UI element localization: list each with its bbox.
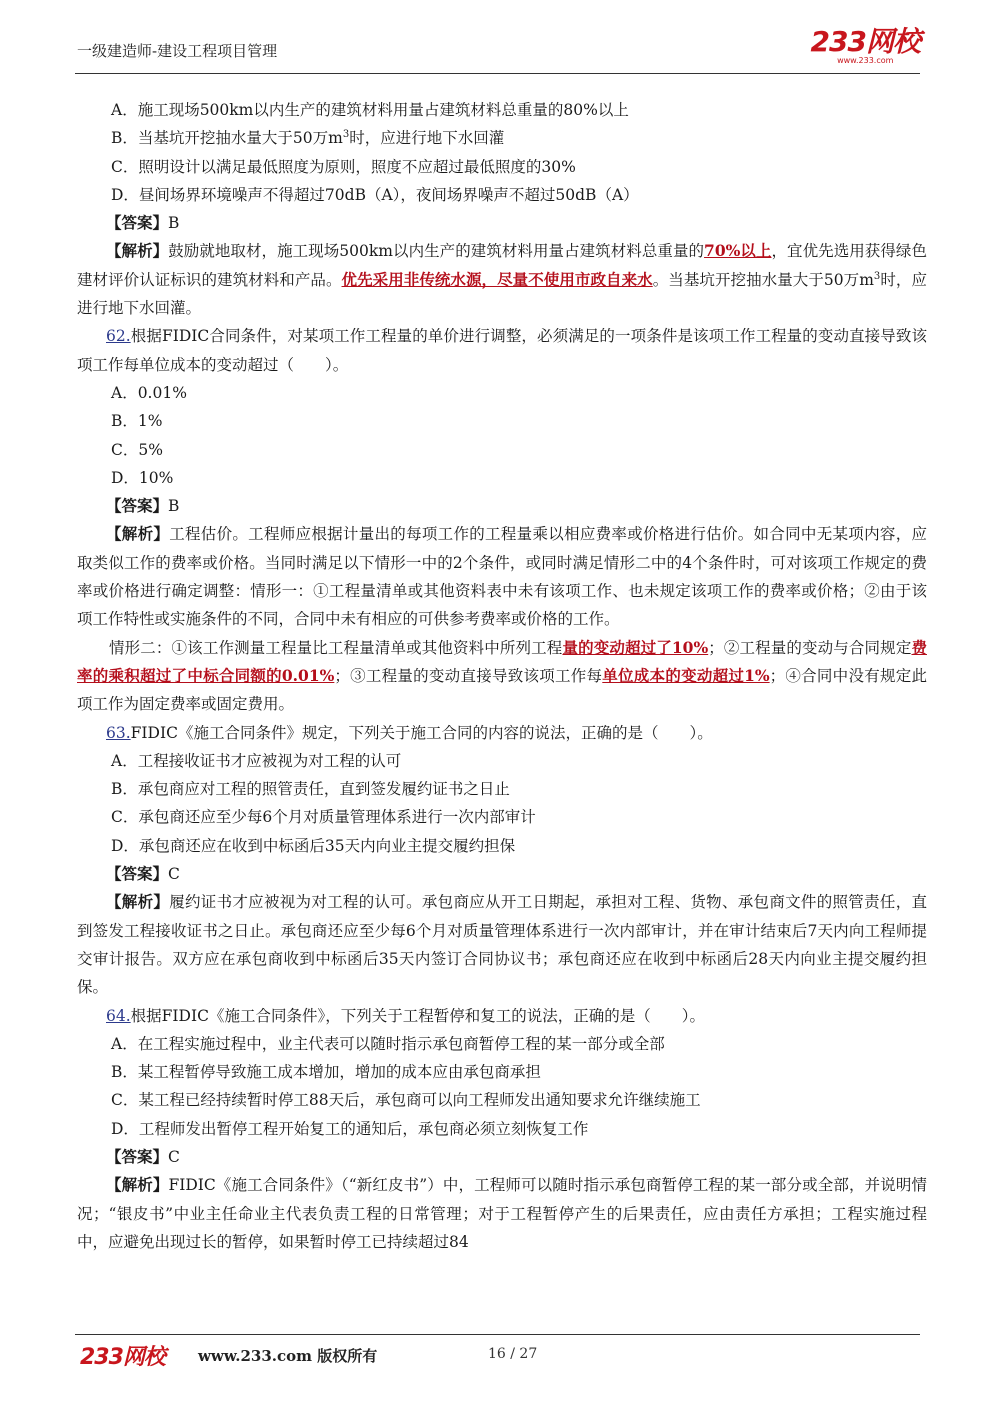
q62-analysis-case-two: 情形二：①该工作测量工程量比工程量清单或其他资料中所列工程量的变动超过了10%；②工程量的变动与合同规定费率的乘积超过了中标合同额的0.01%；③工程量的变动直接导致该项工作每单位成本的变动超过1%；④合同中没有规定此项工作为固定费率或固定费用。 bbox=[77, 637, 927, 714]
q62-analysis: 【解析】工程估价。工程师应根据计量出的每项工作的工程量乘以相应费率或价格进行估价。如合同中无某项内容，应取类似工作的费率或价格。当同时满足以下情形一中的2个条件，或同时满足情形二中的4个条件时，可对该项工作规定的费率或价格进行确定调整：情形一：①工程量清单或其他资料表中未有该项工作、也未规定该项工作的费率或价格；②由于该项工作特性或实施条件的不同，合同中未有相应的可供参考费率或价格的工作。 bbox=[77, 524, 927, 629]
q64-analysis: 【解析】FIDIC《施工合同条件》（“新红皮书”）中，工程师可以随时指示承包商暂停工程的某一部分或全部，并说明情况；“银皮书”中业主任命业主代表负责工程的日常管理；对于工程暂停产生的后果责任，应由责任方承担；工程实施过程中，应避免出现过长的暂停，如果暂时停工已持续超过84 bbox=[77, 1175, 927, 1251]
q61-option-a: A．施工现场500km以内生产的建筑材料用量占建筑材料总重量的80%以上 bbox=[111, 101, 629, 119]
q64-answer: 【答案】C bbox=[106, 1146, 180, 1166]
q62-answer: 【答案】B bbox=[106, 496, 180, 516]
keyword-highlight: 费率的乘积超过了中标合同额的0.01% bbox=[77, 637, 927, 685]
q63-option-c: C．承包商还应至少每6个月对质量管理体系进行一次内部审计 bbox=[111, 808, 536, 827]
keyword-highlight: 量的变动超过了10% bbox=[562, 637, 709, 657]
q64-option-b: B．某工程暂停导致施工成本增加，增加的成本应由承包商承担 bbox=[111, 1063, 541, 1082]
q64-number: 64. bbox=[106, 1006, 131, 1025]
keyword-highlight: 单位成本的变动超过1% bbox=[602, 665, 770, 685]
footer-copyright[interactable]: www.233.com 版权所有 bbox=[198, 1347, 378, 1365]
header-title: 一级建造师-建设工程项目管理 bbox=[77, 42, 278, 60]
q62-option-d: D．10% bbox=[111, 468, 174, 487]
page-number: 16 / 27 bbox=[488, 1346, 538, 1362]
keyword-highlight: 优先采用非传统水源，尽量不使用市政自来水 bbox=[341, 269, 653, 289]
q64-option-d: D．工程师发出暂停工程开始复工的通知后，承包商必须立刻恢复工作 bbox=[111, 1119, 589, 1138]
q64-stem: 64.根据FIDIC《施工合同条件》，下列关于工程暂停和复工的说法，正确的是（ ）。 bbox=[106, 1006, 705, 1025]
brand-logo[interactable] bbox=[810, 25, 920, 65]
q62-option-a: A．0.01% bbox=[111, 383, 187, 402]
q61-analysis: 【解析】鼓励就地取材，施工现场500km以内生产的建筑材料用量占建筑材料总重量的70%以上，宜优先选用获得绿色建材评价认证标识的建筑材料和产品。优先采用非传统水源，尽量不使用市政自来水。当基坑开挖抽水量大于50万$m^3$时，应进行地下水回灌。 bbox=[77, 241, 927, 318]
q63-number: 63. bbox=[106, 723, 131, 742]
q63-answer: 【答案】C bbox=[106, 864, 180, 884]
header-divider bbox=[75, 73, 920, 74]
keyword-highlight: 70%以上 bbox=[704, 241, 772, 261]
q63-option-b: B．承包商应对工程的照管责任，直到签发履约证书之日止 bbox=[111, 780, 510, 799]
logo-url: www.233.com bbox=[837, 56, 894, 65]
q63-option-a: A．工程接收证书才应被视为对工程的认可 bbox=[111, 751, 402, 770]
logo-text: 233网校 bbox=[810, 25, 920, 58]
q62-number: 62. bbox=[106, 327, 131, 346]
q63-analysis: 【解析】履约证书才应被视为对工程的认可。承包商应从开工日期起，承担对工程、货物、承包商文件的照管责任，直到签发工程接收证书之日止。承包商还应至少每6个月对质量管理体系进行一次内部审计，并在审计结束后7天内向工程师提交审计报告。双方应在承包商收到中标函后35天内签订合同协议书；承包商还应在收到中标函后28天内向业主提交履约担保。 bbox=[77, 892, 927, 997]
q61-option-d: D．昼间场界环境噪声不得超过70dB（A），夜间场界噪声不超过50dB（A） bbox=[111, 185, 639, 204]
q61-option-c: C．照明设计以满足最低照度为原则，照度不应超过最低照度的30% bbox=[111, 157, 576, 176]
q64-option-c: C．某工程已经持续暂时停工88天后，承包商可以向工程师发出通知要求允许继续施工 bbox=[111, 1091, 701, 1110]
footer-logo[interactable]: 233网校 bbox=[80, 1345, 165, 1370]
q62-option-c: C．5% bbox=[111, 440, 163, 459]
q62-stem: 62.根据FIDIC合同条件，对某项工作工程量的单价进行调整，必须满足的一项条件是该项工作工程量的变动直接导致该项工作每单位成本的变动超过（ ）。 bbox=[77, 327, 927, 374]
q61-option-b: B．当基坑开挖抽水量大于50万$m^3$时，应进行地下水回灌 bbox=[111, 129, 505, 148]
q63-option-d: D．承包商还应在收到中标函后35天内向业主提交履约担保 bbox=[111, 836, 516, 855]
footer-divider bbox=[75, 1334, 920, 1335]
q63-stem: 63.FIDIC《施工合同条件》规定，下列关于施工合同的内容的说法，正确的是（ ）。 bbox=[106, 723, 713, 742]
q62-option-b: B．1% bbox=[111, 412, 163, 431]
page-content bbox=[77, 96, 927, 1256]
q61-answer: 【答案】B bbox=[106, 213, 180, 233]
q64-option-a: A．在工程实施过程中，业主代表可以随时指示承包商暂停工程的某一部分或全部 bbox=[111, 1034, 665, 1053]
